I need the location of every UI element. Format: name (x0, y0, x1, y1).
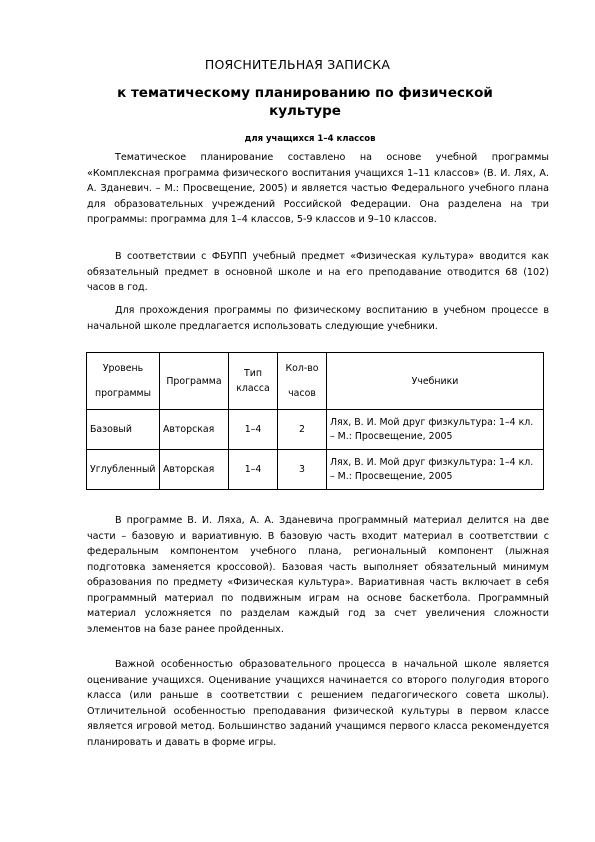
header-program: Программа (160, 353, 229, 410)
document-title: ПОЯСНИТЕЛЬНАЯ ЗАПИСКА (204, 57, 391, 72)
header-hours-line2: часов (288, 388, 316, 399)
paragraph-textbooks: Для прохождения программы по физическому воспитанию в учебном процессе в начальной школе предлагается использовать следующие учебники. (87, 305, 549, 332)
cell-hours: 3 (278, 450, 327, 490)
cell-books: Лях, В. И. Мой друг физкультура: 1–4 кл. – М.: Просвещение, 2005 (327, 410, 544, 450)
paragraph-program-parts: В программе В. И. Ляха, А. А. Зданевича программный материал делится на две части – базовую и вариативную. В базовую часть входит материал в соответствии с федеральным компонентом учебного плана, региональный компонент (лыжная подготовка заменяется кроссовой). Базовая часть выполняет обязательный минимум образования по предмету «Физическая культура». Вариативная часть включает в себя программный материал по подвижным играм на основе баскетбола. Программный материал усложняется по разделам каждый год за счет увеличения сложности элементов на базе ранее пройденных. (87, 515, 549, 635)
paragraph-assessment: Важной особенностью образовательного процесса в начальной школе является оценивание учащихся. Оценивание учащихся начинается со второго полугодия второго класса (или раньше в соответствии с решением педагогического совета школы). Отличительной особенностью преподавания физической культуры в первом классе является игровой метод. Большинство заданий учащимся первого класса рекомендуется планировать и давать в форме игры. (87, 659, 549, 748)
header-level (87, 353, 160, 410)
paragraph-hours: В соответствии с ФБУПП учебный предмет «Физическая культура» вводится как обязательный предмет в основной школе и на его преподавание отводится 68 (102) часов в год. (87, 251, 549, 293)
header-level-line2: программы (95, 388, 151, 399)
cell-hours: 2 (278, 410, 327, 450)
header-hours (278, 353, 327, 410)
cell-program: Авторская (160, 450, 229, 490)
table-header-row (87, 353, 544, 410)
cell-level: Углубленный (87, 450, 160, 490)
cell-books: Лях, В. И. Мой друг физкультура: 1–4 кл. – М.: Просвещение, 2005 (327, 450, 544, 490)
audience-line: для учащихся 1–4 классов (244, 134, 376, 144)
header-books: Учебники (327, 353, 544, 410)
header-hours-line1: Кол-во (285, 363, 319, 374)
document-subtitle: к тематическому планированию по физической культуре (117, 85, 493, 119)
cell-program: Авторская (160, 410, 229, 450)
table-row (87, 410, 544, 450)
header-level-line1: Уровень (102, 363, 144, 374)
cell-level: Базовый (87, 410, 160, 450)
cell-type: 1–4 (229, 450, 278, 490)
table-row (87, 450, 544, 490)
cell-type: 1–4 (229, 410, 278, 450)
header-type: Тип класса (229, 353, 278, 410)
textbooks-table (86, 352, 544, 490)
paragraph-intro: Тематическое планирование составлено на основе учебной программы «Комплексная программа физического воспитания учащихся 1–11 классов» (В. И. Лях, А. А. Зданевич. – М.: Просвещение, 2005) и является частью Федерального учебного плана для образовательных учреждений Российской Федерации. Она разделена на три программы: программа для 1–4 классов, 5-9 классов и 9–10 классов. (87, 152, 549, 225)
